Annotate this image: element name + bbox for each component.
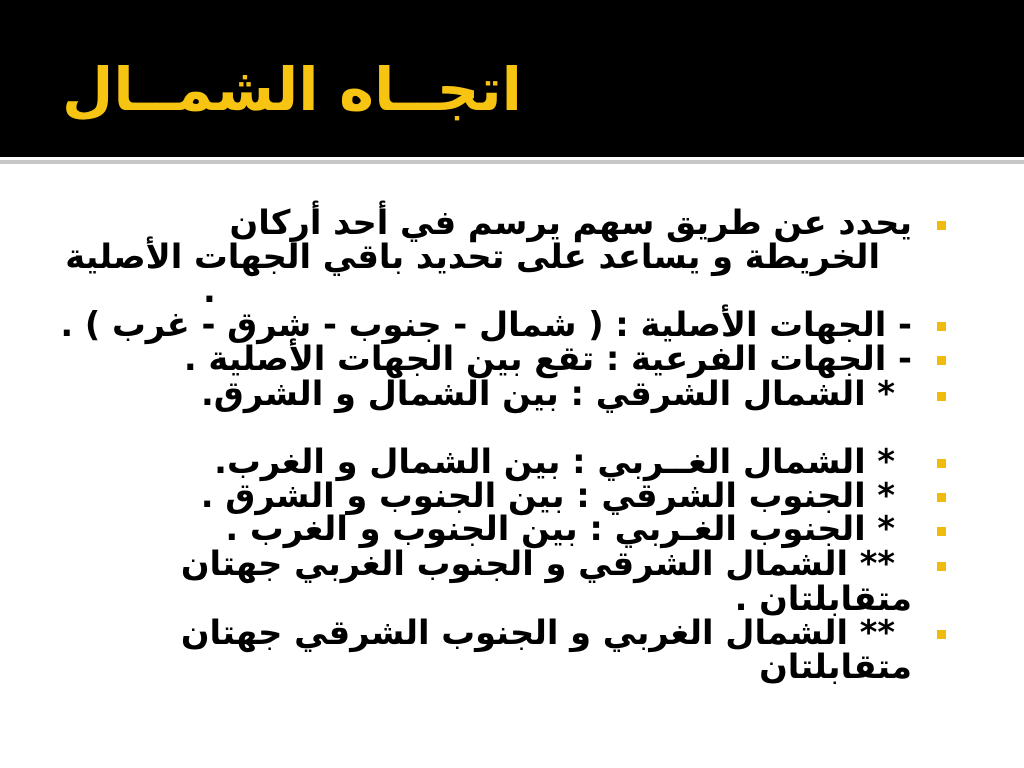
bullet-7-text: * الجنوب الغـربي : بين الجنوب و الغرب .: [225, 509, 895, 548]
square-bullet-icon: [937, 356, 946, 365]
bullet-1-text-line-3: .: [203, 271, 216, 310]
bullet-4-text: * الشمال الشرقي : بين الشمال و الشرق.: [201, 374, 895, 413]
square-bullet-icon: [937, 493, 946, 502]
square-bullet-icon: [937, 630, 946, 639]
title-container: [62, 0, 522, 157]
bullet-3-text: - الجهات الفرعية : تقع بين الجهات الأصلية .: [183, 339, 912, 378]
square-bullet-icon: [937, 459, 946, 468]
bullet-2-text: - الجهات الأصلية : ( شمال - جنوب - شرق - غرب ) .: [60, 305, 912, 344]
bullet-9-text-line-2: متقابلتان: [759, 647, 912, 686]
bullet-6-text: * الجنوب الشرقي : بين الجنوب و الشرق .: [200, 476, 895, 515]
title-bar: [0, 0, 1024, 157]
square-bullet-icon: [937, 527, 946, 536]
bullet-1-text-line-1: يحدد عن طريق سهم يرسم في أحد أركان: [229, 203, 912, 242]
slide-title: اتجــاه الشمــال: [62, 55, 522, 125]
bullet-1-text-line-2: الخريطة و يساعد على تحديد باقي الجهات الأصلية: [65, 237, 880, 276]
header-divider: [0, 160, 1024, 164]
bullet-8-text-line-2: متقابلتان .: [734, 579, 912, 618]
bullet-5-text: * الشمال الغــربي : بين الشمال و الغرب.: [214, 442, 895, 481]
bullet-9-text-line-1: ** الشمال الغربي و الجنوب الشرقي جهتان: [180, 613, 895, 652]
square-bullet-icon: [937, 221, 946, 230]
square-bullet-icon: [937, 562, 946, 571]
square-bullet-icon: [937, 322, 946, 331]
square-bullet-icon: [937, 392, 946, 401]
bullet-8-text-line-1: ** الشمال الشرقي و الجنوب الغربي جهتان: [180, 544, 895, 583]
